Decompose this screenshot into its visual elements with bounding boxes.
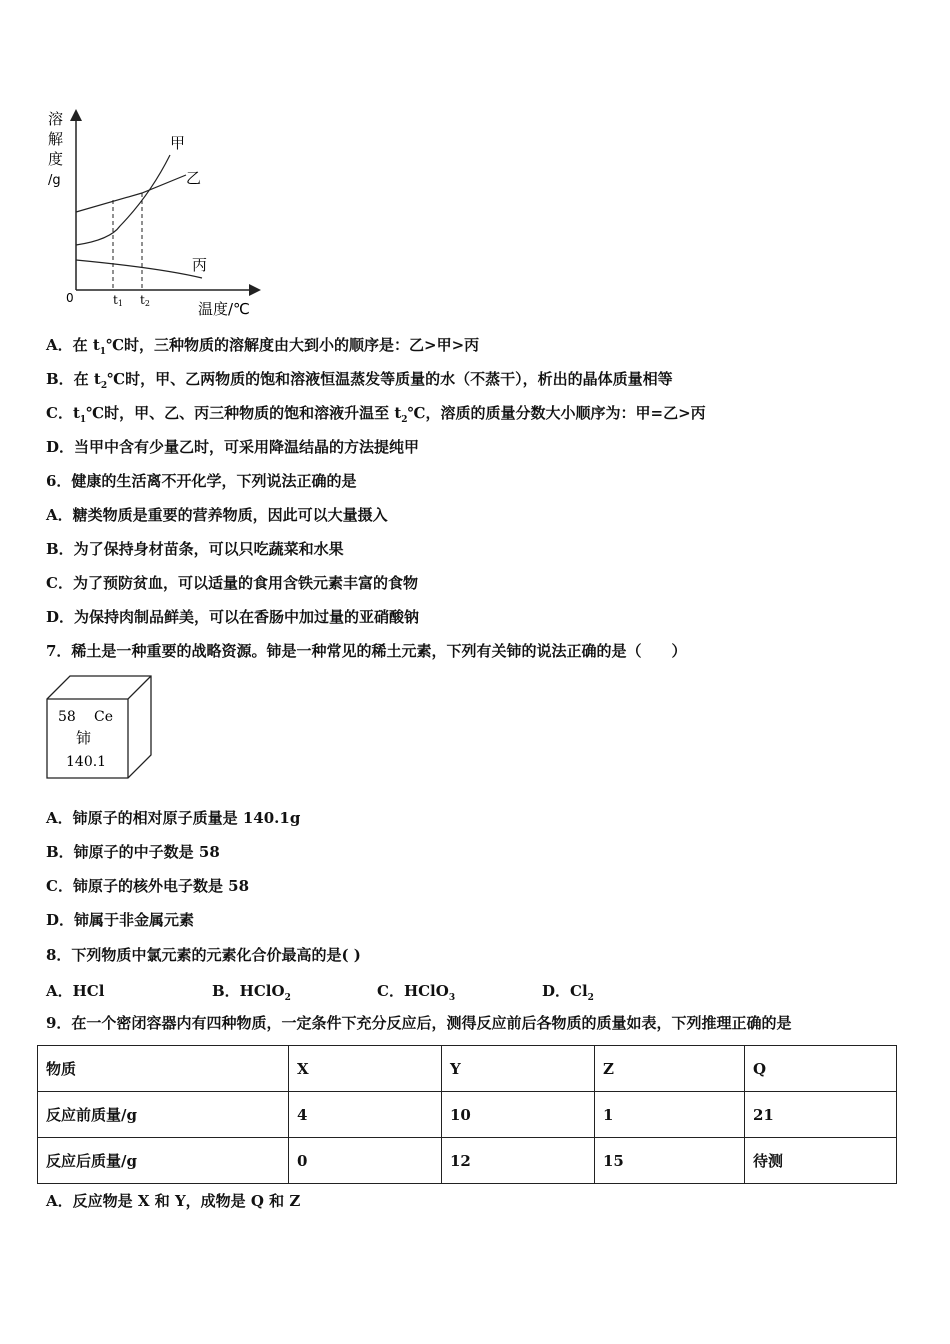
table-cell: 0 [289,1138,442,1184]
element-cell-cerium [46,675,156,779]
q5-option-c: C．$t_1℃$时，甲、乙、丙三种物质的饱和溶液升温至 $t_2℃$，溶质的质量分数大小顺序为：甲=乙>丙 [46,404,706,425]
table-cell: 10 [442,1092,595,1138]
y-label: 度 [48,150,64,168]
table-cell: 待测 [745,1138,897,1184]
y-label: 解 [48,130,64,148]
table-row [38,1138,897,1184]
table-cell: 21 [745,1092,897,1138]
q8-option-b: B．HClO$_2$ [212,982,291,1003]
q9-option-a: A．反应物是 X 和 Y，成物是 Q 和 Z [46,1192,301,1210]
atomic-number: 58 [58,709,76,725]
q7-option-d: D．铈属于非金属元素 [46,911,195,929]
curve-label-bing: 丙 [192,256,208,274]
table-header-cell: Z [595,1046,745,1092]
table-row [38,1092,897,1138]
table-cell: 15 [595,1138,745,1184]
q8-option-c: C．HClO$_3$ [377,982,456,1003]
q5-option-d: D．当甲中含有少量乙时，可采用降温结晶的方法提纯甲 [46,438,420,456]
q8-option-d: D．$Cl_2$ [542,982,594,1003]
q7-stem: 7．稀土是一种重要的战略资源。铈是一种常见的稀土元素，下列有关铈的说法正确的是（ ） [46,642,687,660]
origin-label: 0 [66,291,74,305]
mass-table [37,1045,897,1184]
q8-option-a: A．HCl [46,982,105,1000]
table-cell: 反应前质量/g [38,1092,289,1138]
t2-label: t2 [140,293,150,308]
solubility-graph [40,100,270,320]
q6-stem: 6．健康的生活离不开化学，下列说法正确的是 [46,472,357,490]
atomic-mass: 140.1 [66,754,107,770]
table-cell: 1 [595,1092,745,1138]
table-header-cell: X [289,1046,442,1092]
q7-option-b: B．铈原子的中子数是 58 [46,843,220,861]
y-label: /g [48,173,61,188]
curve-bing [76,260,202,278]
table-header-cell: Y [442,1046,595,1092]
q7-option-a: A．铈原子的相对原子质量是 140.1g [46,809,301,827]
element-symbol: Ce [94,709,113,725]
x-label: 温度/℃ [198,300,250,318]
table-row [38,1046,897,1092]
q6-option-b: B．为了保持身材苗条，可以只吃蔬菜和水果 [46,540,344,558]
curve-jia [76,155,170,245]
q8-stem: 8．下列物质中氯元素的元素化合价最高的是( ) [46,946,361,964]
q5-option-b: B．在 $t_2℃$时，甲、乙两物质的饱和溶液恒温蒸发等质量的水（不蒸干），析出的晶体质量相等 [46,370,673,391]
table-cell: 反应后质量/g [38,1138,289,1184]
curve-label-jia: 甲 [170,134,186,152]
table-header-cell: Q [745,1046,897,1092]
curve-yi [76,175,186,212]
y-label: 溶 [48,110,64,128]
q9-stem: 9．在一个密闭容器内有四种物质，一定条件下充分反应后，测得反应前后各物质的质量如表，下列推理正确的是 [46,1014,792,1032]
q7-option-c: C．铈原子的核外电子数是 58 [46,877,250,895]
table-cell: 12 [442,1138,595,1184]
q6-option-a: A．糖类物质是重要的营养物质，因此可以大量摄入 [46,506,388,524]
curve-label-yi: 乙 [186,169,202,187]
element-name: 铈 [76,729,92,747]
q6-option-c: C．为了预防贫血，可以适量的食用含铁元素丰富的食物 [46,574,418,592]
q5-option-a: A．在 $t_1℃$时，三种物质的溶解度由大到小的顺序是：乙>甲>丙 [46,336,480,357]
t1-label: t1 [113,293,123,308]
q6-option-d: D．为保持肉制品鲜美，可以在香肠中加过量的亚硝酸钠 [46,608,420,626]
table-cell: 4 [289,1092,442,1138]
table-header-cell: 物质 [38,1046,289,1092]
